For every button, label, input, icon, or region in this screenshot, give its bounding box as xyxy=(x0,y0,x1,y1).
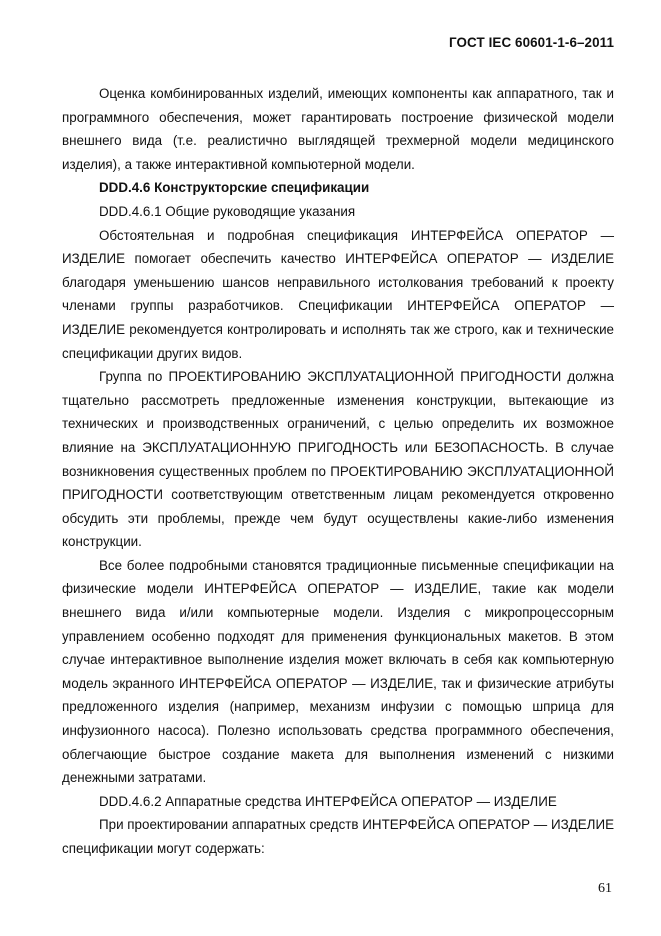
paragraph-usability-group: Группа по ПРОЕКТИРОВАНИЮ ЭКСПЛУАТАЦИОННОЙ ПРИГОДНОСТИ должна тщательно рассмотреть предложенные изменения конструкции, вытекающие из технических и производственных ограничений, с целью определить их возможное влияние на ЭКСПЛУАТАЦИОННУЮ ПРИГОДНОСТЬ или БЕЗОПАСНОСТЬ. В случае возникновения существенных проблем по ПРОЕКТИРОВАНИЮ ЭКСПЛУАТАЦИОННОЙ ПРИГОДНОСТИ соответствующим ответственным лицам рекомендуется откровенно обсудить эти проблемы, прежде чем будут осуществлены какие-либо изменения конструкции. xyxy=(62,369,614,550)
standard-header: ГОСТ IEC 60601-1-6–2011 xyxy=(449,35,614,50)
page-number: 61 xyxy=(598,881,612,896)
paragraph-hardware-specs: При проектировании аппаратных средств ИНТЕРФЕЙСА ОПЕРАТОР — ИЗДЕЛИЕ спецификации могут содержать: xyxy=(62,817,614,856)
paragraph-specification: Обстоятельная и подробная спецификация ИНТЕРФЕЙСА ОПЕРАТОР — ИЗДЕЛИЕ помогает обеспечить качество ИНТЕРФЕЙСА ОПЕРАТОР — ИЗДЕЛИЕ благодаря уменьшению шансов неправильного истолкования требований к проекту членами группы разработчиков. Спецификации ИНТЕРФЕЙСА ОПЕРАТОР — ИЗДЕЛИЕ рекомендуется контролировать и исполнять так же строго, как и технические спецификации других видов. xyxy=(62,227,614,361)
subsection-heading-hardware: DDD.4.6.2 Аппаратные средства ИНТЕРФЕЙСА ОПЕРАТОР — ИЗДЕЛИЕ xyxy=(99,793,557,809)
subsection-heading-general: DDD.4.6.1 Общие руководящие указания xyxy=(99,203,356,219)
document-body xyxy=(62,82,614,861)
section-heading-design-specs: DDD.4.6 Конструкторские спецификации xyxy=(99,180,370,196)
paragraph-written-specs: Все более подробными становятся традиционные письменные спецификации на физические модели ИНТЕРФЕЙСА ОПЕРАТОР — ИЗДЕЛИЕ, такие как модели внешнего вида и/или компьютерные модели. Изделия с микропроцессорным управлением особенно подходят для применения функциональных макетов. В этом случае интерактивное выполнение изделия может включать в себя как компьютерную модель экранного ИНТЕРФЕЙСА ОПЕРАТОР — ИЗДЕЛИЕ, так и физические атрибуты предложенного изделия (например, механизм инфузии с помощью шприца для инфузионного насоса). Полезно использовать средства программного обеспечения, облегчающие быстрое создание макета для выполнения изменений с низкими денежными затратами. xyxy=(62,557,614,786)
paragraph-evaluation: Оценка комбинированных изделий, имеющих компоненты как аппаратного, так и программного обеспечения, может гарантировать построение физической модели внешнего вида (т.е. реалистично выглядящей трехмерной модели медицинского изделия), а также интерактивной компьютерной модели. xyxy=(62,86,614,172)
